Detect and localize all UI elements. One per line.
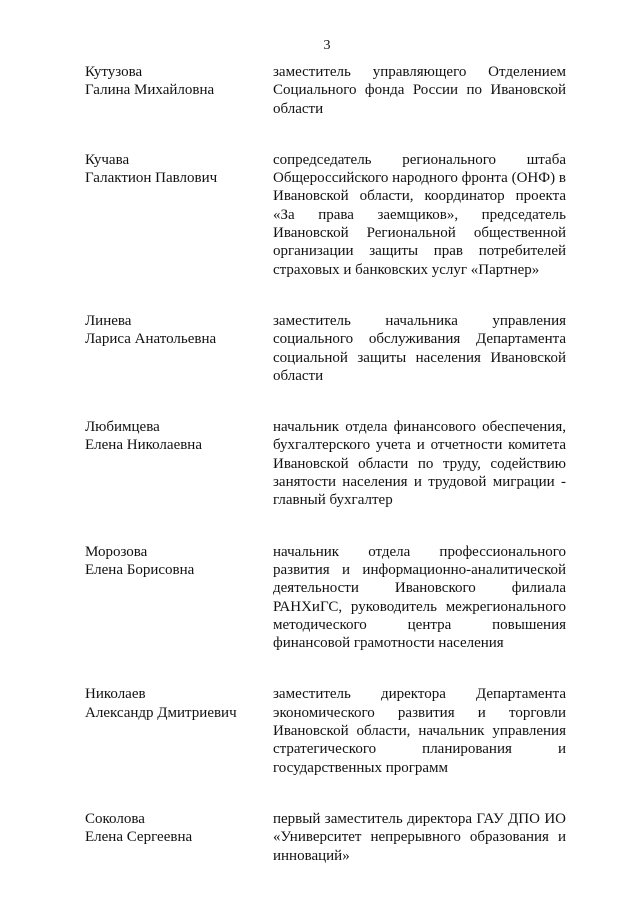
member-name: [85, 418, 273, 455]
member-name: [85, 685, 273, 722]
member-surname: Морозова: [85, 543, 148, 560]
member-given-name: Елена Николаевна: [85, 437, 202, 454]
member-surname: Кучава: [85, 151, 130, 168]
member-position: начальник отдела профессионального развития и информационно-аналитической деятельности Ивановского филиала РАНХиГС, руководитель межрегионального методического центра повышения финансовой грамотности населения: [273, 543, 566, 652]
member-entry: [85, 63, 566, 118]
member-entry: [85, 151, 566, 279]
member-entry: [85, 418, 566, 509]
member-name: [85, 312, 273, 349]
member-surname: Любимцева: [85, 419, 160, 436]
member-entry: [85, 810, 566, 865]
member-given-name: Елена Борисовна: [85, 561, 195, 578]
page-number: 3: [323, 38, 331, 53]
member-entry: [85, 685, 566, 776]
member-name: [85, 543, 273, 580]
member-name: [85, 151, 273, 188]
member-name: [85, 63, 273, 100]
member-position: начальник отдела финансового обеспечения, бухгалтерского учета и отчетности комитета Ивановской области по труду, содействию занятости населения и трудовой миграции - главный бухгалтер: [273, 419, 566, 509]
member-list: [85, 63, 566, 898]
member-position: заместитель управляющего Отделением Социального фонда России по Ивановской области: [273, 64, 566, 117]
member-given-name: Елена Сергеевна: [85, 829, 193, 846]
member-position: заместитель директора Департамента экономического развития и торговли Ивановской области, начальник управления стратегического планирования и государственных программ: [273, 686, 566, 776]
member-given-name: Галина Михайловна: [85, 82, 215, 99]
member-surname: Соколова: [85, 810, 145, 827]
member-name: [85, 810, 273, 847]
member-entry: [85, 312, 566, 385]
member-position: заместитель начальника управления социального обслуживания Департамента социальной защиты населения Ивановской области: [273, 312, 566, 384]
member-entry: [85, 543, 566, 653]
member-surname: Кутузова: [85, 64, 143, 80]
member-given-name: Лариса Анатольевна: [85, 331, 217, 348]
member-surname: Линева: [85, 312, 132, 329]
member-given-name: Александр Дмитриевич: [85, 704, 237, 721]
member-position: сопредседатель регионального штаба Общероссийского народного фронта (ОНФ) в Ивановской области, координатор проекта «За права заемщиков», председатель Ивановской Региональной общественной организации защиты прав потребителей страховых и банковских услуг «Партнер»: [273, 151, 566, 278]
member-given-name: Галактион Павлович: [85, 170, 218, 187]
member-surname: Николаев: [85, 686, 146, 703]
member-position: первый заместитель директора ГАУ ДПО ИО «Университет непрерывного образования и инноваций»: [273, 810, 566, 864]
